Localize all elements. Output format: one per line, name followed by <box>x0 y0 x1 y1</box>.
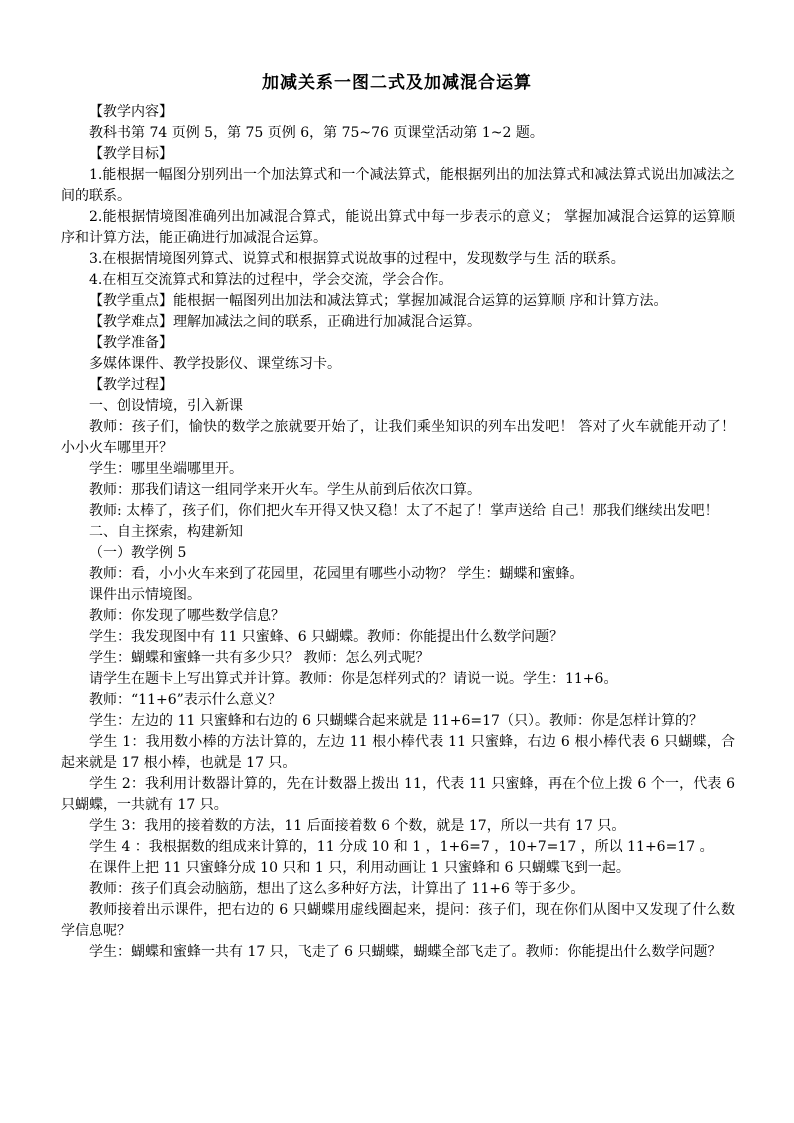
paragraph: 学生：蝴蝶和蜜蜂一共有多少只？ 教师：怎么列式呢？ <box>89 650 430 666</box>
paragraph: 教师：那我们请这一组同学来开火车。学生从前到后依次口算。 <box>89 482 481 498</box>
paragraph: 学生 3：我用的接着数的方法，11 后面接着数 6 个数，就是 17，所以一共有 17 只。 <box>89 818 626 834</box>
paragraph: 请学生在题卡上写出算式并计算。教师：你是怎样列式的？请说一说。学生：11+6。 <box>89 671 618 687</box>
paragraph: 教师：你发现了哪些数学信息？ <box>89 608 285 624</box>
paragraph: 学生 2：我利用计数器计算的，先在计数器上拨出 11，代表 11 只蜜蜂，再在个位上拨 6 个一，代表 6 只蝴蝶，一共就有 17 只。 <box>61 776 735 813</box>
document-body <box>61 102 735 963</box>
paragraph: 2.能根据情境图准确列出加减混合算式，能说出算式中每一步表示的意义； 掌握加减混合运算的运算顺序和计算方法，能正确进行加减混合运算。 <box>61 209 735 246</box>
paragraph: 【教学重点】能根据一幅图列出加法和减法算式；掌握加减混合运算的运算顺 序和计算方法。 <box>89 293 668 309</box>
document-title: 加减关系一图二式及加减混合运算 <box>262 73 532 93</box>
paragraph: 多媒体课件、教学投影仪、课堂练习卡。 <box>89 356 341 372</box>
paragraph: 教科书第 74 页例 5，第 75 页例 6，第 75~76 页课堂活动第 1~2 题。 <box>89 125 544 141</box>
paragraph: 【教学难点】理解加减法之间的联系，正确进行加减混合运算。 <box>89 314 481 330</box>
paragraph: （一）教学例 5 <box>89 545 187 561</box>
paragraph: 【教学内容】 <box>89 104 173 120</box>
paragraph: 学生 4 ：我根据数的组成来计算的，11 分成 10 和 1 ，1+6=7 ，10+7=17 ，所以 11+6=17 。 <box>89 839 714 855</box>
paragraph: 【教学目标】 <box>89 146 173 162</box>
paragraph: 学生：左边的 11 只蜜蜂和右边的 6 只蝴蝶合起来就是 11+6=17（只）。教师：你是怎样计算的？ <box>89 713 703 729</box>
paragraph: 3.在根据情境图列算式、说算式和根据算式说故事的过程中，发现数学与生 活的联系。 <box>89 251 625 267</box>
paragraph: 【教学准备】 <box>89 335 173 351</box>
paragraph: 教师：孩子们，愉快的数学之旅就要开始了，让我们乘坐知识的列车出发吧！ 答对了火车就能开动了！小小火车哪里开？ <box>61 419 735 456</box>
paragraph: 1.能根据一幅图分别列出一个加法算式和一个减法算式，能根据列出的加法算式和减法算式说出加减法之间的联系。 <box>61 167 735 204</box>
paragraph: 【教学过程】 <box>89 377 173 393</box>
paragraph: 教师：孩子们真会动脑筋，想出了这么多种好方法，计算出了 11+6 等于多少。 <box>89 881 585 897</box>
paragraph: 教师：“11+6”表示什么意义？ <box>89 692 282 708</box>
paragraph: 学生 1：我用数小棒的方法计算的，左边 11 根小棒代表 11 只蜜蜂，右边 6 根小棒代表 6 只蝴蝶，合起来就是 17 根小棒，也就是 17 只。 <box>61 734 735 771</box>
paragraph: 学生：我发现图中有 11 只蜜蜂、6 只蝴蝶。教师：你能提出什么数学问题？ <box>89 629 564 645</box>
paragraph: 教师接着出示课件，把右边的 6 只蝴蝶用虚线圈起来，提问：孩子们，现在你们从图中又发现了什么数学信息呢？ <box>61 902 735 939</box>
paragraph: 学生：蝴蝶和蜜蜂一共有 17 只，飞走了 6 只蝴蝶，蝴蝶全部飞走了。教师：你能提出什么数学问题？ <box>89 944 722 960</box>
paragraph: 学生：哪里坐端哪里开。 <box>89 461 243 477</box>
paragraph: 4.在相互交流算式和算法的过程中，学会交流，学会合作。 <box>89 272 453 288</box>
paragraph: 二、自主探索，构建新知 <box>89 524 243 540</box>
paragraph: 一、创设情境，引入新课 <box>89 398 243 414</box>
paragraph: 在课件上把 11 只蜜蜂分成 10 只和 1 只，利用动画让 1 只蜜蜂和 6 只蝴蝶飞到一起。 <box>89 860 630 876</box>
paragraph: 教师: 太棒了，孩子们，你们把火车开得又快又稳！太了不起了！掌声送给 自己！那我们继续出发吧！ <box>89 503 719 519</box>
paragraph: 课件出示情境图。 <box>89 587 201 603</box>
paragraph: 教师：看，小小火车来到了花园里，花园里有哪些小动物？ 学生：蝴蝶和蜜蜂。 <box>89 566 584 582</box>
